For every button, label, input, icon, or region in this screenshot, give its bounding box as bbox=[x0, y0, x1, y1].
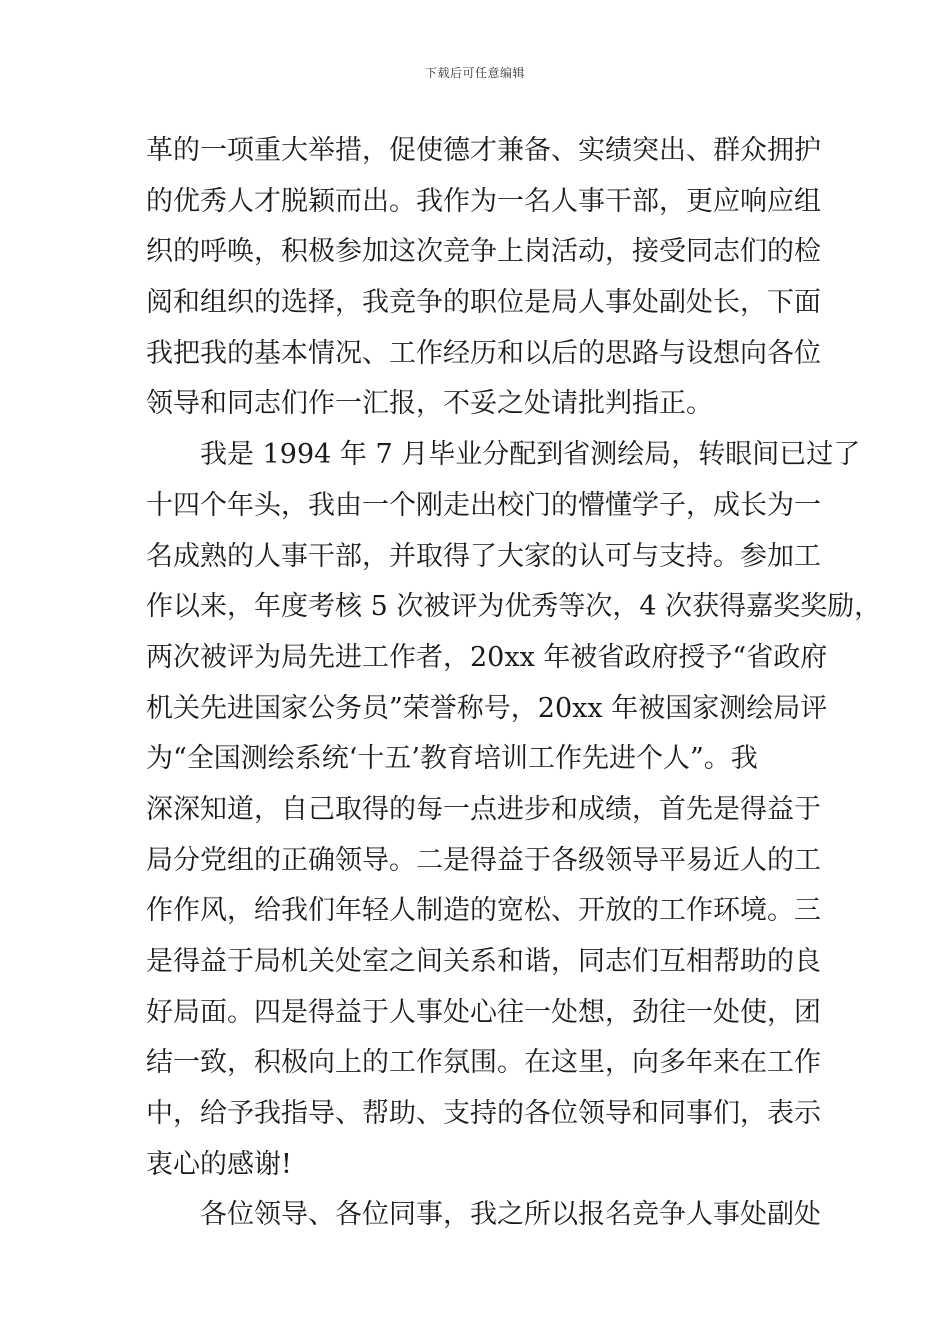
text-line: 十四个年头，我由一个刚走出校门的懵懂学子，成长为一 bbox=[146, 489, 821, 521]
text-line: 是得益于局机关处室之间关系和谐，同志们互相帮助的良 bbox=[146, 946, 821, 977]
text-line: 好局面。四是得益于人事处心往一处想，劲往一处使，团 bbox=[146, 996, 821, 1028]
text-line: 名成熟的人事干部，并取得了大家的认可与支持。参加工 bbox=[146, 540, 821, 572]
text-line: 为“全国测绘系统‘十五’教育培训工作先进个人”。我 bbox=[146, 743, 758, 775]
text-line: 我把我的基本情况、工作经历和以后的思路与设想向各位 bbox=[146, 337, 821, 369]
text-line: 结一致，积极向上的工作氛围。在这里，向多年来在工作 bbox=[146, 1047, 821, 1079]
paragraph-start-line: 各位领导、各位同事，我之所以报名竞争人事处副处 bbox=[200, 1199, 821, 1231]
header-note: 下载后可任意编辑 bbox=[424, 66, 525, 80]
text-line: 中，给予我指导、帮助、支持的各位领导和同事们，表示 bbox=[146, 1098, 821, 1130]
text-line: 的优秀人才脱颖而出。我作为一名人事干部，更应响应组 bbox=[146, 185, 821, 217]
text-line: 织的呼唤，积极参加这次竞争上岗活动，接受同志们的检 bbox=[146, 236, 821, 268]
text-line: 衷心的感谢! bbox=[146, 1148, 292, 1180]
text-line: 深深知道，自己取得的每一点进步和成绩，首先是得益于 bbox=[146, 793, 821, 825]
text-line: 两次被评为局先进工作者，20xx 年被省政府授予“省政府 bbox=[146, 641, 828, 673]
text-line: 阅和组织的选择，我竞争的职位是局人事处副处长，下面 bbox=[146, 287, 821, 319]
paragraph-start-line: 我是 1994 年 7 月毕业分配到省测绘局，转眼间已过了 bbox=[200, 439, 861, 471]
text-line: 局分党组的正确领导。二是得益于各级领导平易近人的工 bbox=[146, 844, 821, 876]
text-line: 作以来，年度考核 5 次被评为优秀等次，4 次获得嘉奖奖励， bbox=[146, 591, 882, 623]
document-body bbox=[146, 126, 882, 1241]
text-line: 作作风，给我们年轻人制造的宽松、开放的工作环境。三 bbox=[146, 895, 821, 927]
text-line: 机关先进国家公务员”荣誉称号，20xx 年被国家测绘局评 bbox=[146, 692, 828, 724]
text-line: 领导和同志们作一汇报，不妥之处请批判指正。 bbox=[146, 388, 713, 420]
text-line: 革的一项重大举措，促使德才兼备、实绩突出、群众拥护 bbox=[146, 135, 821, 166]
